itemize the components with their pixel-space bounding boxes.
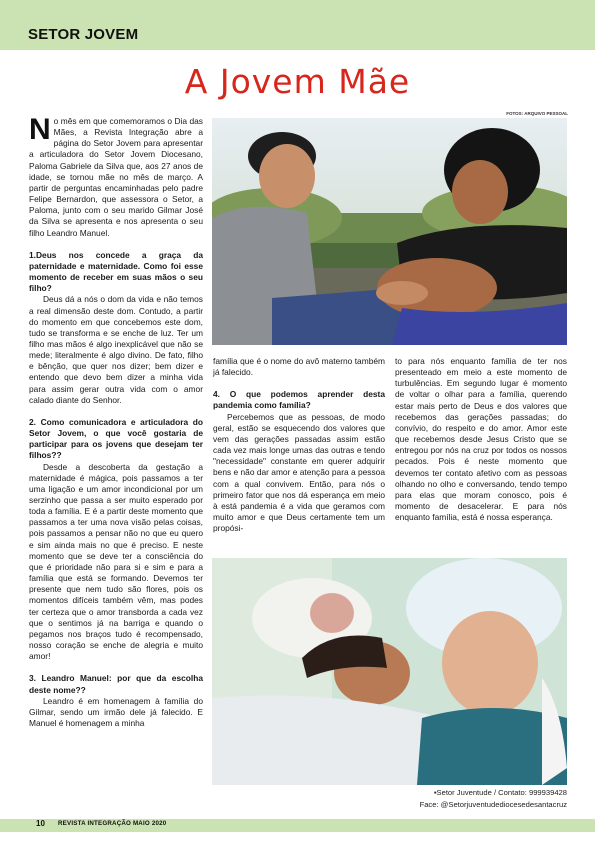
answer-4-part-1: Percebemos que as pessoas, de modo geral, estão se esquecendo dos valores que vem das gerações passadas assim estão cada vez mais longe umas das outras e tendo "necessidade" constante em querer adquirir bens e não dar amor e atenção para a pessoa com a qual convivem. Então, para nós o primeiro fator que nos dá esperança em meio à está pandemia é a vida que geramos com muito amor e que Deus certamente tem um propósi-	[213, 411, 385, 534]
answer-2: Desde a descoberta da gestação a maternidade é mágica, pois passamos a ter uma ligação e um amor incondicional por um serzinho que passa a ser muito esperado por toda a família. E é a partir deste momento que passamos a ter uma nova visão pelas coisas, pois passamos a pensar não no que eu quero e sim ainda mais no que é preciso. E neste momento que se deve ter a consciência do que é prioridade não para si e sim e para a família que está se formando. Devemos ter presente que nem tudo são flores, pois os momentos difíceis também vêm, mas podes ter certeza que o amor transborda a cada vez que o sentimos já na barriga e quando o pegamos nos braços tudo é recompensado, nosso coração se enche de alegria e muito amor!	[29, 461, 203, 662]
drop-cap: N	[29, 113, 51, 146]
section-title: SETOR JOVEM	[28, 26, 139, 43]
question-2: 2. Como comunicadora e articuladora do Setor Jovem, o que você gostaria de participar para os jovens que desejam ter filhos??	[29, 416, 203, 461]
text-column-1	[29, 113, 203, 729]
publication-name: REVISTA INTEGRAÇÃO MAIO 2020	[58, 820, 167, 827]
hospital-family-photo	[212, 558, 567, 785]
photo-credit: FOTOS: ARQUIVO PESSOAL	[506, 111, 568, 116]
answer-3-part-2: família que é o nome do avô materno também já falecido.	[213, 356, 385, 378]
text-column-2	[213, 356, 385, 534]
article-title: A Jovem Mãe	[184, 62, 411, 101]
question-4: 4. O que podemos aprender desta pandemia como família?	[213, 389, 385, 411]
couple-pregnancy-photo	[212, 118, 567, 345]
question-1: 1.Deus nos concede a graça da paternidade e maternidade. Como foi esse momento de receber em suas mãos o seu filho?	[29, 249, 203, 294]
answer-3-part-1: Leandro é em homenagem à família do Gilmar, sendo um irmão dele já falecido. E Manuel é homenagem a minha	[29, 695, 203, 728]
caption-contact: ▪Setor Juventude / Contato: 999939428	[433, 788, 567, 797]
intro-text: o mês em que comemoramos o Dia das Mães, a Revista Integração abre a página do Setor Jovem para apresentar a articuladora do Setor Jovem Diocesano, Paloma Gabriele da Silva que, aos 27 anos de idade, se tornou mãe no mês de março. A partir de perguntas encaminhadas pelo padre Felipe Bernardon, que assessora o Setor, a Paloma, junto com o seu marido Gilmar José da Silva se apresenta e nos apresenta o seu filho Leandro Manuel.	[29, 116, 203, 238]
hospital-family-photo-illustration	[212, 558, 567, 785]
caption-facebook: Face: @Setorjuventudediocesedesantacruz	[419, 800, 567, 809]
intro-paragraph	[29, 113, 203, 239]
text-column-3	[395, 356, 567, 523]
answer-1: Deus dá a nós o dom da vida e não temos a real dimensão deste dom. Contudo, a partir do momento em que concebemos este dom, tudo se transforma e se enche de luz. Ter um filho mas mãos é algo inexplicável que não se mede; literalmente é algo divino. De fato, filho e bênção, que quer nos dizer; bem dizer e entendo que devo bem dizer a minha vida para assim gerar outra vida com o amor calado diante do Senhor.	[29, 294, 203, 405]
answer-4-part-2: to para nós enquanto família de ter nos presenteado em meio a este momento de turbulências. Em segundo lugar é momento de voltar o olhar para a família, querendo estar mais perto de Deus e dos valores que recebemos das gerações passadas; do convívio, do respeito e do amor. Amor este que recebemos desde Jesus Cristo que se entregou por nós na cruz por todos os nossos pecados. Pois é neste momento que devemos ter contato afetivo com as pessoas olhando no olho e conversando, tendo tempo para elas que moram conosco, pois é momento de desacelerar. E para nós enquanto família, está é nossa esperança.	[395, 356, 567, 523]
couple-pregnancy-photo-illustration	[212, 118, 567, 345]
question-3: 3. Leandro Manuel: por que da escolha deste nome??	[29, 673, 203, 695]
page-number: 10	[36, 819, 45, 828]
